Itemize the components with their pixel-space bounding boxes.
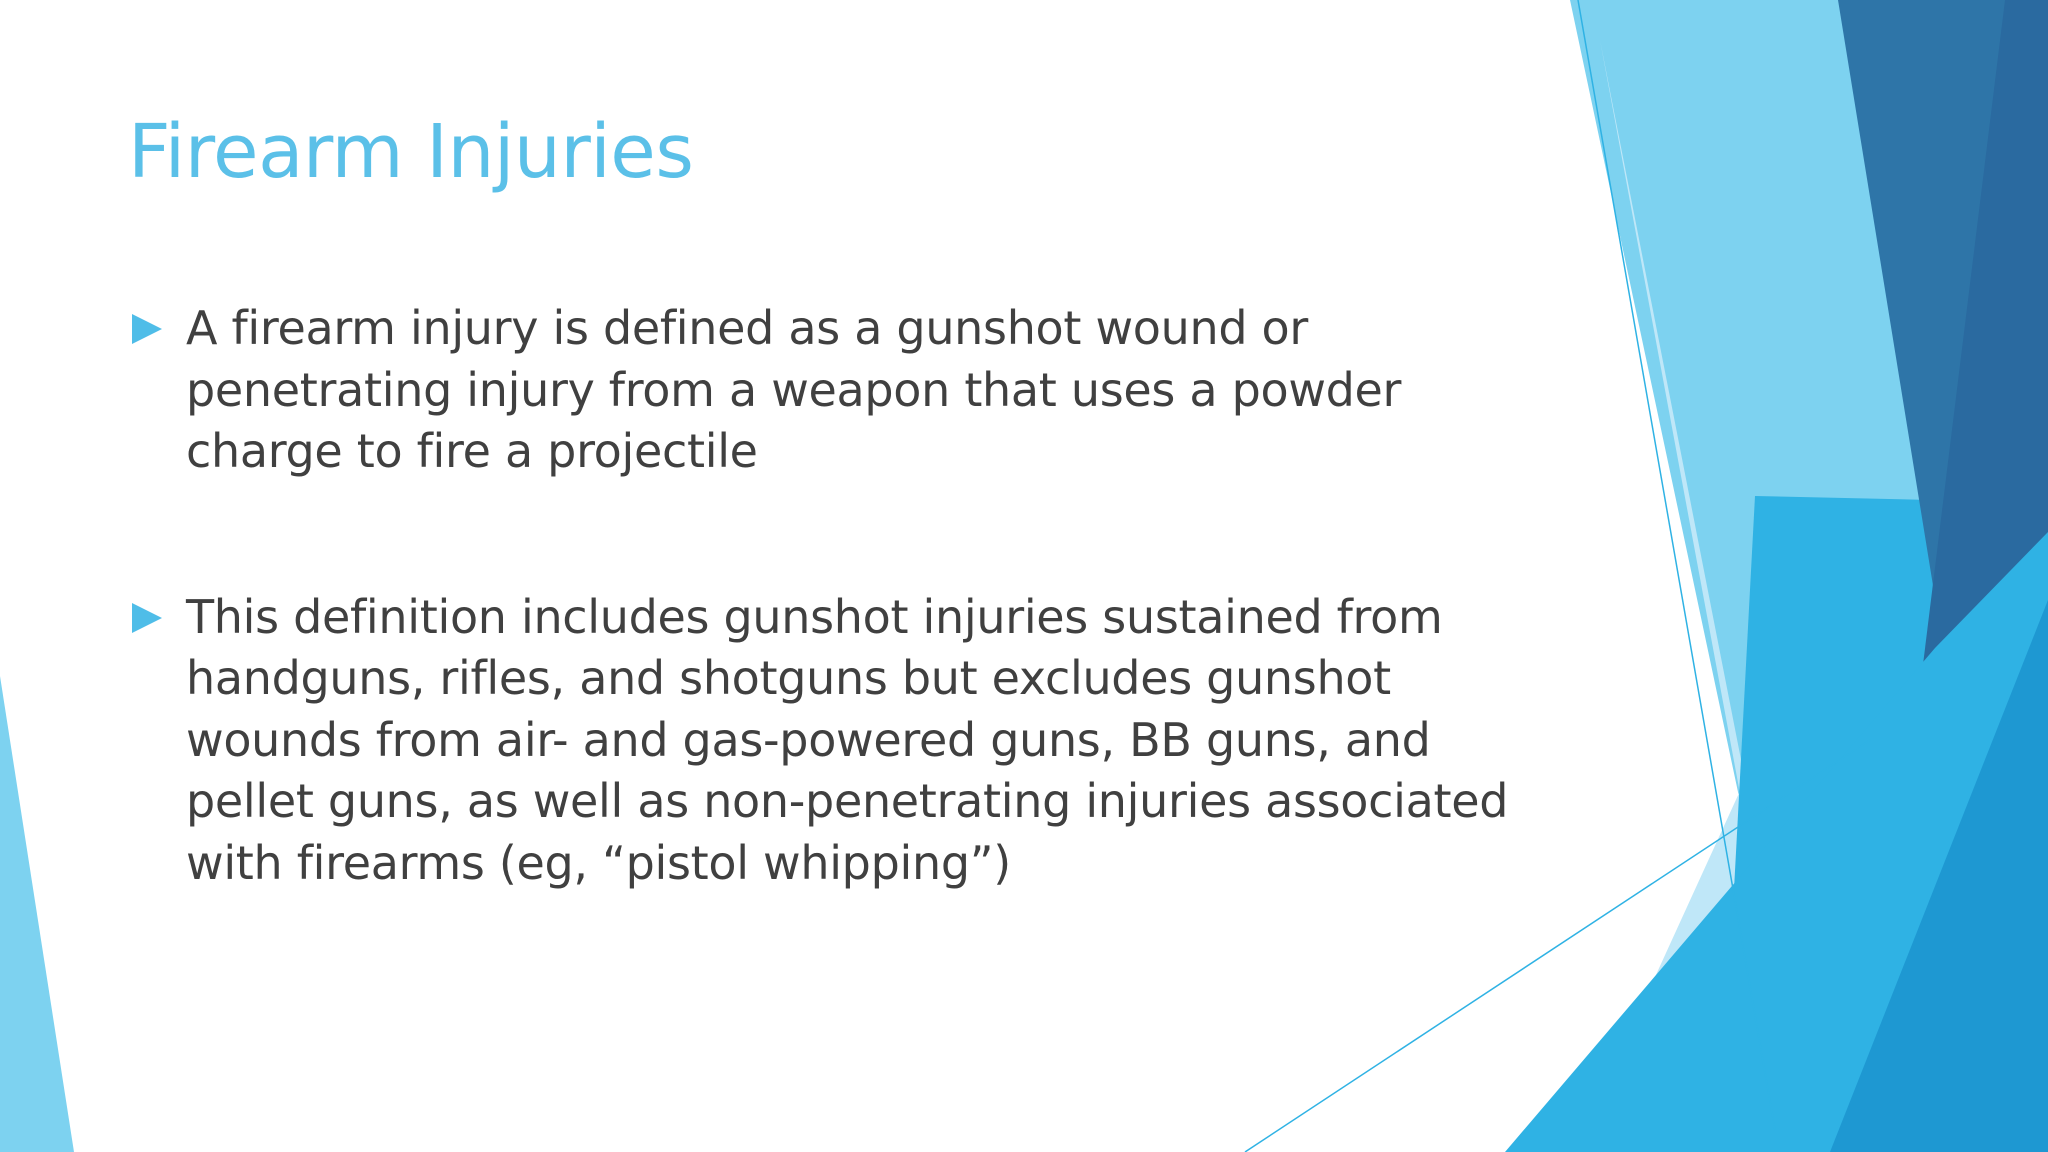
bullet-line: penetrating injury from a weapon that uses a powder	[186, 362, 1402, 417]
bullet-line: handguns, rifles, and shotguns but excludes gunshot	[186, 651, 1391, 705]
bullet-line: wounds from air- and gas-powered guns, BB guns, and	[186, 712, 1431, 767]
triangle-right-icon	[132, 603, 162, 633]
bullet-line: pellet guns, as well as non-penetrating injuries associated	[186, 774, 1509, 828]
bullet-line: with firearms (eg, “pistol whipping”)	[186, 835, 1011, 890]
left-sliver-shape	[0, 676, 74, 1152]
bullet-item	[128, 587, 1558, 895]
bullet-line: A firearm injury is defined as a gunshot wound or	[186, 301, 1309, 355]
bullet-list	[128, 298, 1558, 894]
bullet-item	[128, 298, 1558, 483]
bullet-line: charge to fire a projectile	[186, 424, 758, 478]
bullet-line: This definition includes gunshot injuries sustained from	[186, 589, 1443, 644]
slide-title: Firearm Injuries	[128, 109, 694, 195]
triangle-right-icon	[132, 314, 162, 344]
